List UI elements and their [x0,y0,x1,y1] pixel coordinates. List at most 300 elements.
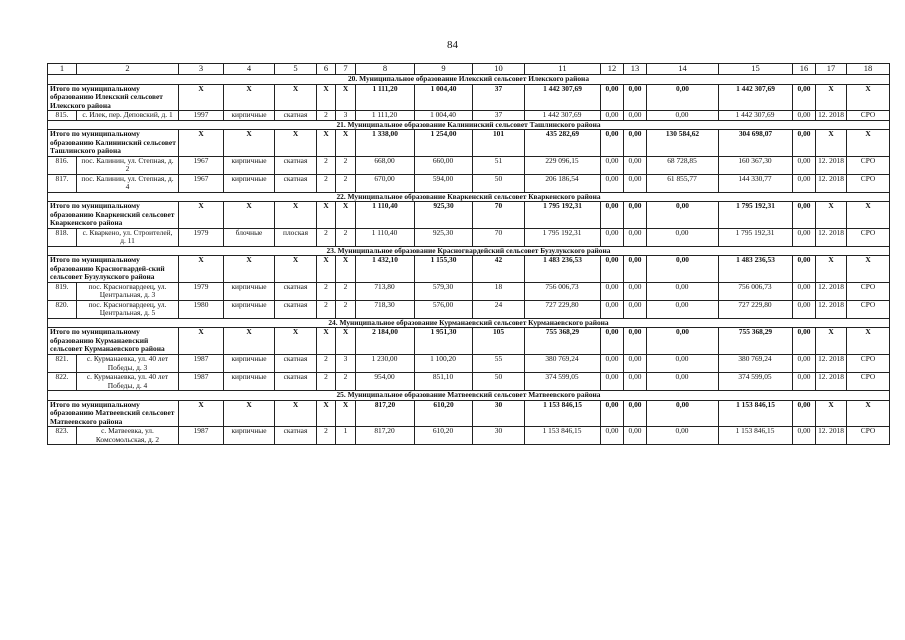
row-cell-area_total: 713,80 [356,282,415,300]
section-title: 24. Муниципальное образование Курманаевский сельсовет Курманаевского района [48,318,890,328]
total-cell-c3: X [179,202,224,229]
row-cell-method: СРО [847,228,890,246]
row-cell-area_total: 954,00 [356,373,415,391]
row-cell-year: 1987 [179,373,224,391]
total-cell-c3: X [179,400,224,427]
row-cell-c12: 0,00 [601,427,624,445]
row-cell-year: 1979 [179,282,224,300]
row-cell-floors: 2 [317,300,336,318]
row-cell-c12: 0,00 [601,373,624,391]
column-number: 15 [719,64,793,75]
row-cell-wall: кирпичные [224,427,275,445]
total-cell-c13: 0,00 [624,400,647,427]
total-cell-c9: 925,30 [415,202,473,229]
row-cell-entrances: 2 [336,228,356,246]
total-cell-c6: X [317,256,336,283]
total-cell-c9: 1 951,30 [415,328,473,355]
total-cell-c9: 1 004,40 [415,84,473,111]
total-cell-c6: X [317,400,336,427]
column-number: 10 [473,64,525,75]
row-cell-c14: 0,00 [647,354,719,372]
row-cell-c13: 0,00 [624,373,647,391]
section-title: 25. Муниципальное образование Матвеевский сельсовет Матвеевского района [48,391,890,401]
total-label: Итого по муниципальному образованию Кваркенский сельсовет Кваркенского района [48,202,179,229]
row-cell-c15: 727 229,80 [719,300,793,318]
total-cell-c18: X [847,400,890,427]
total-cell-c9: 610,20 [415,400,473,427]
row-cell-c14: 61 855,77 [647,174,719,192]
row-cell-floors: 2 [317,373,336,391]
row-cell-area_living: 576,00 [415,300,473,318]
total-cell-c11: 755 368,29 [525,328,601,355]
total-cell-c12: 0,00 [601,328,624,355]
row-cell-c13: 0,00 [624,111,647,121]
row-cell-c15: 374 599,05 [719,373,793,391]
column-number: 17 [816,64,847,75]
row-cell-residents: 70 [473,228,525,246]
total-cell-c14: 0,00 [647,202,719,229]
total-cell-c10: 105 [473,328,525,355]
row-cell-area_living: 851,10 [415,373,473,391]
total-cell-c7: X [336,202,356,229]
column-number: 8 [356,64,415,75]
row-cell-area_total: 718,30 [356,300,415,318]
total-cell-c3: X [179,84,224,111]
row-cell-floors: 2 [317,111,336,121]
row-cell-wall: кирпичные [224,300,275,318]
row-cell-c13: 0,00 [624,282,647,300]
row-cell-year: 1987 [179,354,224,372]
row-cell-floors: 2 [317,282,336,300]
row-cell-residents: 30 [473,427,525,445]
total-cell-c17: X [816,130,847,157]
row-cell-area_total: 668,00 [356,156,415,174]
section-header-row [48,192,890,202]
row-cell-roof: скатная [275,174,317,192]
section-total-row [48,328,890,355]
section-total-row [48,400,890,427]
column-number: 14 [647,64,719,75]
row-cell-residents: 50 [473,174,525,192]
total-cell-c8: 2 184,00 [356,328,415,355]
row-cell-c14: 0,00 [647,300,719,318]
row-cell-residents: 55 [473,354,525,372]
total-cell-c5: X [275,130,317,157]
total-cell-c16: 0,00 [793,328,816,355]
total-cell-c12: 0,00 [601,202,624,229]
total-cell-c10: 37 [473,84,525,111]
section-header-row [48,75,890,85]
total-cell-c11: 1 483 236,53 [525,256,601,283]
section-total-row [48,202,890,229]
row-cell-cost_total: 1 442 307,69 [525,111,601,121]
total-cell-c7: X [336,328,356,355]
row-cell-roof: скатная [275,373,317,391]
row-cell-method: СРО [847,373,890,391]
row-cell-c13: 0,00 [624,156,647,174]
row-cell-entrances: 2 [336,300,356,318]
row-cell-c16: 0,00 [793,111,816,121]
section-title: 23. Муниципальное образование Красногвардейский сельсовет Бузулукского района [48,246,890,256]
row-cell-year: 1979 [179,228,224,246]
row-cell-roof: скатная [275,282,317,300]
table-row [48,174,890,192]
row-cell-method: СРО [847,427,890,445]
total-cell-c14: 0,00 [647,256,719,283]
total-cell-c18: X [847,130,890,157]
row-cell-c14: 0,00 [647,427,719,445]
section-header-row [48,246,890,256]
row-cell-entrances: 2 [336,373,356,391]
row-number: 823. [48,427,77,445]
total-cell-c15: 1 483 236,53 [719,256,793,283]
row-cell-c16: 0,00 [793,373,816,391]
section-title: 22. Муниципальное образование Кваркенский сельсовет Кваркенского района [48,192,890,202]
row-cell-floors: 2 [317,156,336,174]
row-cell-term: 12. 2018 [816,354,847,372]
total-cell-c13: 0,00 [624,256,647,283]
total-label: Итого по муниципальному образованию Илекский сельсовет Илекского района [48,84,179,111]
row-number: 818. [48,228,77,246]
row-cell-area_total: 1 110,40 [356,228,415,246]
row-cell-term: 12. 2018 [816,427,847,445]
row-cell-c14: 0,00 [647,282,719,300]
column-number: 1 [48,64,77,75]
row-cell-residents: 37 [473,111,525,121]
column-number: 18 [847,64,890,75]
row-address: с. Курманаевка, ул. 40 лет Победы, д. 4 [77,373,179,391]
row-cell-c16: 0,00 [793,228,816,246]
row-cell-year: 1997 [179,111,224,121]
row-address: с. Илек, пер. Деповский, д. 1 [77,111,179,121]
column-number-row [48,64,890,75]
row-cell-c16: 0,00 [793,156,816,174]
row-cell-c12: 0,00 [601,300,624,318]
page-number: 84 [447,39,458,51]
row-cell-entrances: 2 [336,282,356,300]
total-cell-c15: 1 153 846,15 [719,400,793,427]
total-cell-c18: X [847,328,890,355]
row-number: 819. [48,282,77,300]
row-cell-c16: 0,00 [793,174,816,192]
total-cell-c6: X [317,130,336,157]
table-row [48,427,890,445]
row-number: 815. [48,111,77,121]
column-number: 7 [336,64,356,75]
total-cell-c14: 0,00 [647,328,719,355]
row-cell-entrances: 2 [336,174,356,192]
total-label: Итого по муниципальному образованию Матвеевский сельсовет Матвеевского района [48,400,179,427]
row-cell-c16: 0,00 [793,300,816,318]
row-cell-term: 12. 2018 [816,111,847,121]
total-cell-c18: X [847,256,890,283]
table-row [48,373,890,391]
column-number: 9 [415,64,473,75]
row-number: 821. [48,354,77,372]
section-total-row [48,256,890,283]
row-cell-term: 12. 2018 [816,174,847,192]
row-cell-cost_total: 380 769,24 [525,354,601,372]
row-cell-area_total: 1 111,20 [356,111,415,121]
row-cell-c15: 756 006,73 [719,282,793,300]
table-row [48,300,890,318]
total-cell-c15: 1 795 192,31 [719,202,793,229]
row-cell-wall: кирпичные [224,156,275,174]
row-cell-c13: 0,00 [624,300,647,318]
row-cell-c14: 0,00 [647,228,719,246]
column-number: 16 [793,64,816,75]
table-row [48,111,890,121]
total-cell-c10: 101 [473,130,525,157]
column-number: 11 [525,64,601,75]
row-cell-term: 12. 2018 [816,373,847,391]
total-cell-c14: 0,00 [647,84,719,111]
total-cell-c16: 0,00 [793,130,816,157]
total-cell-c8: 817,20 [356,400,415,427]
row-cell-floors: 2 [317,354,336,372]
row-cell-residents: 50 [473,373,525,391]
total-cell-c9: 1 254,00 [415,130,473,157]
row-cell-area_living: 660,00 [415,156,473,174]
row-cell-area_living: 1 100,20 [415,354,473,372]
capital-repair-table [47,63,890,445]
row-cell-method: СРО [847,354,890,372]
total-label: Итого по муниципальному образованию Калининский сельсовет Ташлинского района [48,130,179,157]
column-number: 2 [77,64,179,75]
row-cell-c16: 0,00 [793,427,816,445]
row-number: 822. [48,373,77,391]
total-cell-c11: 1 153 846,15 [525,400,601,427]
row-cell-entrances: 3 [336,354,356,372]
table-row [48,228,890,246]
row-cell-cost_total: 206 186,54 [525,174,601,192]
total-cell-c17: X [816,400,847,427]
total-cell-c6: X [317,328,336,355]
row-cell-area_living: 594,00 [415,174,473,192]
row-cell-c15: 1 153 846,15 [719,427,793,445]
row-cell-c13: 0,00 [624,427,647,445]
row-cell-cost_total: 1 795 192,31 [525,228,601,246]
row-address: с. Матвеевка, ул. Комсомольская, д. 2 [77,427,179,445]
row-cell-roof: скатная [275,300,317,318]
total-cell-c5: X [275,400,317,427]
total-cell-c12: 0,00 [601,130,624,157]
table-body [48,64,890,445]
total-cell-c15: 755 368,29 [719,328,793,355]
row-cell-wall: кирпичные [224,354,275,372]
row-cell-area_living: 1 004,40 [415,111,473,121]
total-cell-c10: 42 [473,256,525,283]
row-cell-roof: скатная [275,156,317,174]
row-cell-cost_total: 756 006,73 [525,282,601,300]
row-cell-residents: 18 [473,282,525,300]
row-cell-area_living: 610,20 [415,427,473,445]
total-cell-c12: 0,00 [601,256,624,283]
total-cell-c13: 0,00 [624,130,647,157]
total-cell-c18: X [847,202,890,229]
total-cell-c11: 435 282,69 [525,130,601,157]
column-number: 4 [224,64,275,75]
row-cell-wall: блочные [224,228,275,246]
total-cell-c6: X [317,84,336,111]
row-number: 817. [48,174,77,192]
row-cell-c12: 0,00 [601,156,624,174]
table-row [48,282,890,300]
row-cell-wall: кирпичные [224,111,275,121]
row-cell-c13: 0,00 [624,228,647,246]
total-cell-c14: 0,00 [647,400,719,427]
total-cell-c7: X [336,84,356,111]
row-cell-method: СРО [847,156,890,174]
row-cell-c15: 1 442 307,69 [719,111,793,121]
row-cell-entrances: 2 [336,156,356,174]
row-cell-wall: кирпичные [224,174,275,192]
total-cell-c16: 0,00 [793,84,816,111]
total-cell-c6: X [317,202,336,229]
row-cell-cost_total: 1 153 846,15 [525,427,601,445]
total-cell-c17: X [816,256,847,283]
total-cell-c18: X [847,84,890,111]
row-address: пос. Калинин, ул. Степная, д. 2 [77,156,179,174]
table-row [48,156,890,174]
row-number: 820. [48,300,77,318]
row-cell-residents: 51 [473,156,525,174]
section-title: 21. Муниципальное образование Калининский сельсовет Ташлинского района [48,120,890,130]
row-cell-c14: 68 728,85 [647,156,719,174]
total-cell-c4: X [224,400,275,427]
total-cell-c16: 0,00 [793,202,816,229]
row-cell-roof: скатная [275,111,317,121]
total-label: Итого по муниципальному образованию Курманаевский сельсовет Курманаевского района [48,328,179,355]
column-number: 6 [317,64,336,75]
total-cell-c5: X [275,328,317,355]
row-cell-c13: 0,00 [624,174,647,192]
row-address: пос. Калинин, ул. Степная, д. 4 [77,174,179,192]
total-cell-c11: 1 795 192,31 [525,202,601,229]
row-cell-floors: 2 [317,174,336,192]
row-cell-cost_total: 374 599,05 [525,373,601,391]
row-cell-c15: 380 769,24 [719,354,793,372]
total-cell-c4: X [224,84,275,111]
total-cell-c15: 304 698,07 [719,130,793,157]
row-address: с. Кваркено, ул. Строителей, д. 11 [77,228,179,246]
row-cell-c12: 0,00 [601,282,624,300]
row-cell-c14: 0,00 [647,373,719,391]
row-address: пос. Красногвардеец, ул. Центральная, д. 5 [77,300,179,318]
row-cell-year: 1980 [179,300,224,318]
total-cell-c15: 1 442 307,69 [719,84,793,111]
total-cell-c13: 0,00 [624,328,647,355]
total-cell-c7: X [336,400,356,427]
total-cell-c13: 0,00 [624,202,647,229]
row-cell-roof: скатная [275,354,317,372]
row-cell-area_total: 670,00 [356,174,415,192]
total-cell-c3: X [179,256,224,283]
column-number: 5 [275,64,317,75]
total-cell-c7: X [336,130,356,157]
row-number: 816. [48,156,77,174]
row-cell-wall: кирпичные [224,282,275,300]
row-cell-c14: 0,00 [647,111,719,121]
row-cell-c12: 0,00 [601,354,624,372]
column-number: 3 [179,64,224,75]
section-header-row [48,120,890,130]
row-address: пос. Красногвардеец, ул. Центральная, д. 3 [77,282,179,300]
total-cell-c16: 0,00 [793,256,816,283]
row-cell-c13: 0,00 [624,354,647,372]
row-cell-method: СРО [847,174,890,192]
row-cell-cost_total: 229 096,15 [525,156,601,174]
row-cell-term: 12. 2018 [816,156,847,174]
row-cell-residents: 24 [473,300,525,318]
row-cell-area_total: 817,20 [356,427,415,445]
total-cell-c3: X [179,130,224,157]
total-cell-c13: 0,00 [624,84,647,111]
row-cell-roof: скатная [275,427,317,445]
total-cell-c17: X [816,328,847,355]
row-cell-entrances: 1 [336,427,356,445]
table-row [48,354,890,372]
row-cell-c15: 1 795 192,31 [719,228,793,246]
total-cell-c3: X [179,328,224,355]
total-cell-c8: 1 338,00 [356,130,415,157]
row-cell-term: 12. 2018 [816,228,847,246]
row-cell-area_living: 579,30 [415,282,473,300]
row-cell-roof: плоская [275,228,317,246]
total-cell-c8: 1 111,20 [356,84,415,111]
row-cell-c12: 0,00 [601,174,624,192]
row-cell-term: 12. 2018 [816,282,847,300]
row-address: с. Курманаевка, ул. 40 лет Победы, д. 3 [77,354,179,372]
section-total-row [48,84,890,111]
total-cell-c12: 0,00 [601,84,624,111]
total-cell-c10: 30 [473,400,525,427]
total-cell-c12: 0,00 [601,400,624,427]
row-cell-area_total: 1 230,00 [356,354,415,372]
row-cell-area_living: 925,30 [415,228,473,246]
total-cell-c14: 130 584,62 [647,130,719,157]
total-cell-c16: 0,00 [793,400,816,427]
row-cell-c16: 0,00 [793,282,816,300]
row-cell-method: СРО [847,111,890,121]
row-cell-floors: 2 [317,427,336,445]
total-cell-c4: X [224,256,275,283]
total-cell-c5: X [275,84,317,111]
total-cell-c10: 70 [473,202,525,229]
row-cell-c16: 0,00 [793,354,816,372]
total-cell-c4: X [224,202,275,229]
row-cell-cost_total: 727 229,80 [525,300,601,318]
total-label: Итого по муниципальному образованию Красногвардей-ский сельсовет Бузулукского района [48,256,179,283]
row-cell-year: 1967 [179,174,224,192]
total-cell-c4: X [224,328,275,355]
total-cell-c8: 1 432,10 [356,256,415,283]
row-cell-year: 1967 [179,156,224,174]
total-cell-c7: X [336,256,356,283]
total-cell-c9: 1 155,30 [415,256,473,283]
total-cell-c8: 1 110,40 [356,202,415,229]
total-cell-c5: X [275,256,317,283]
row-cell-floors: 2 [317,228,336,246]
row-cell-c12: 0,00 [601,228,624,246]
column-number: 12 [601,64,624,75]
row-cell-year: 1987 [179,427,224,445]
total-cell-c4: X [224,130,275,157]
total-cell-c17: X [816,202,847,229]
row-cell-c15: 144 330,77 [719,174,793,192]
total-cell-c11: 1 442 307,69 [525,84,601,111]
column-number: 13 [624,64,647,75]
